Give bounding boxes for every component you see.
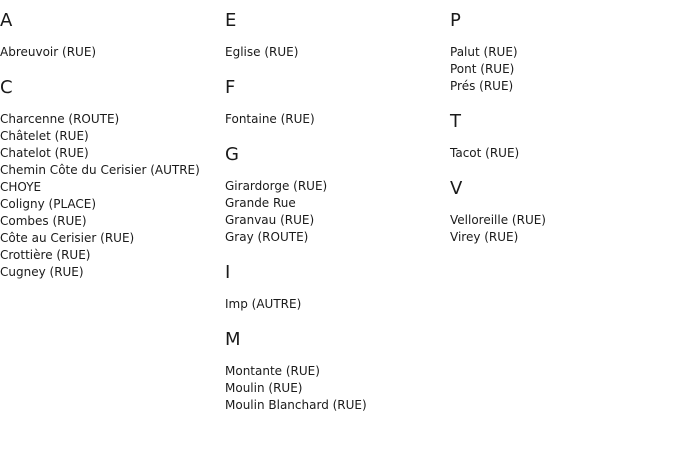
street-link[interactable]: Pont (RUE) — [450, 62, 515, 76]
letter-heading: G — [225, 144, 239, 165]
street-link[interactable]: Montante (RUE) — [225, 364, 320, 378]
street-link[interactable]: Chatelot (RUE) — [0, 146, 89, 160]
street-link[interactable]: Châtelet (RUE) — [0, 129, 89, 143]
street-link[interactable]: Cugney (RUE) — [0, 265, 84, 279]
letter-group-e — [225, 10, 445, 61]
letter-group-t — [450, 111, 670, 162]
letter-group-c — [0, 77, 220, 281]
street-link[interactable]: Combes (RUE) — [0, 214, 87, 228]
street-link[interactable]: Eglise (RUE) — [225, 45, 299, 59]
street-link[interactable]: Chemin Côte du Cerisier (AUTRE) — [0, 163, 200, 177]
street-link[interactable]: Girardorge (RUE) — [225, 179, 328, 193]
letter-group-a — [0, 10, 220, 61]
letter-group-v — [450, 178, 670, 246]
street-link[interactable]: Palut (RUE) — [450, 45, 518, 59]
letter-heading: V — [450, 178, 463, 199]
letter-group-i — [225, 262, 445, 313]
letter-heading: A — [0, 10, 13, 31]
street-link[interactable]: CHOYE — [0, 180, 42, 194]
street-link[interactable]: Crottière (RUE) — [0, 248, 91, 262]
letter-heading: F — [225, 77, 236, 98]
letter-group-p — [450, 10, 670, 95]
street-link[interactable]: Charcenne (ROUTE) — [0, 112, 120, 126]
street-link[interactable]: Virey (RUE) — [450, 230, 519, 244]
street-link[interactable]: Grande Rue — [225, 196, 296, 210]
letter-group-m — [225, 329, 445, 414]
letter-heading: C — [0, 77, 13, 98]
street-index-column-2 — [225, 10, 445, 430]
letter-heading: E — [225, 10, 237, 31]
street-link[interactable]: Abreuvoir (RUE) — [0, 45, 97, 59]
street-link[interactable]: Coligny (PLACE) — [0, 197, 97, 211]
street-link[interactable]: Gray (ROUTE) — [225, 230, 309, 244]
street-link[interactable]: Fontaine (RUE) — [225, 112, 315, 126]
street-link[interactable]: Velloreille (RUE) — [450, 213, 546, 227]
letter-heading: M — [225, 329, 241, 350]
street-index-column-1 — [0, 10, 220, 297]
letter-group-g — [225, 144, 445, 246]
street-link[interactable]: Moulin (RUE) — [225, 381, 303, 395]
street-link[interactable]: Tacot (RUE) — [450, 146, 520, 160]
street-index-column-3 — [450, 10, 670, 262]
street-link[interactable]: Prés (RUE) — [450, 79, 514, 93]
letter-group-f — [225, 77, 445, 128]
street-link[interactable]: Imp (AUTRE) — [225, 297, 302, 311]
street-link[interactable]: Moulin Blanchard (RUE) — [225, 398, 367, 412]
letter-heading: T — [450, 111, 461, 132]
letter-heading: P — [450, 10, 461, 31]
letter-heading: I — [225, 262, 231, 283]
street-link[interactable]: Côte au Cerisier (RUE) — [0, 231, 135, 245]
street-link[interactable]: Granvau (RUE) — [225, 213, 315, 227]
